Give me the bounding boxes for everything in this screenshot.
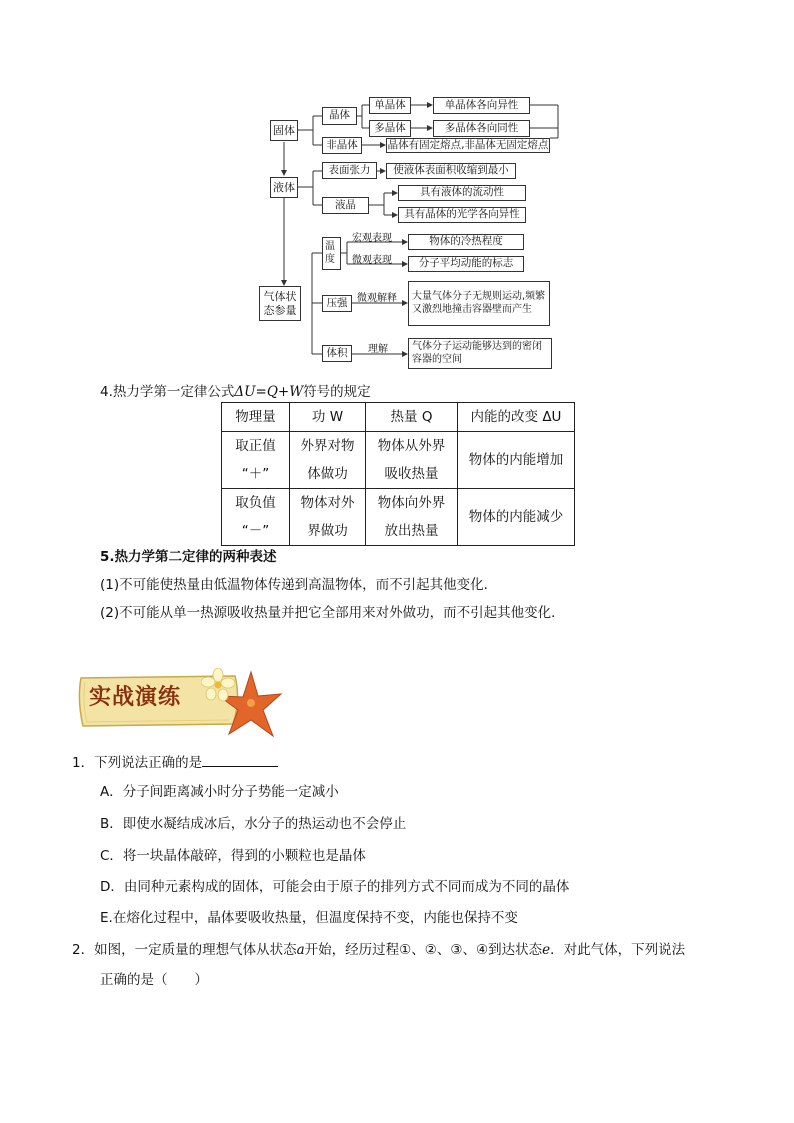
table-cell xyxy=(222,489,290,546)
table-cell xyxy=(366,489,458,546)
cell-line: 物体对外 xyxy=(300,495,355,511)
node-macro-value: 物体的冷热程度 xyxy=(408,234,524,250)
node-volume-explain: 气体分子运动能够达到的密闭容器的空间 xyxy=(408,338,552,369)
node-volume: 体积 xyxy=(322,345,352,362)
node-single-crystal: 单晶体 xyxy=(369,97,411,114)
q1-stem: 1．下列说法正确的是 xyxy=(72,755,203,771)
label-micro-explain: 微观解释 xyxy=(357,293,397,304)
practice-banner xyxy=(73,664,288,746)
state-a: a xyxy=(296,942,305,958)
cell-line: 吸收热量 xyxy=(384,466,439,482)
node-melting-point-note: 晶体有固定熔点,非晶体无固定熔点 xyxy=(386,138,550,153)
cell-line: 取负值 xyxy=(235,495,276,511)
q1-stem-line xyxy=(72,751,278,771)
section5-item2: (2)不可能从单一热源吸收热量并把它全部用来对外做功，而不引起其他变化． xyxy=(100,605,565,621)
q2-part1: 2．如图，一定质量的理想气体从状态 xyxy=(72,942,297,958)
node-surface-tension: 表面张力 xyxy=(322,162,377,179)
q1-option-d: D．由同种元素构成的固体，可能会由于原子的排列方式不同而成为不同的晶体 xyxy=(100,879,570,895)
node-temperature: 温度 xyxy=(322,237,341,270)
node-crystal: 晶体 xyxy=(322,107,357,125)
node-liquid: 液体 xyxy=(270,177,298,198)
node-solid: 固体 xyxy=(270,120,298,141)
table-header-row xyxy=(222,403,575,432)
cell-line: 外界对物 xyxy=(300,438,355,454)
table-row xyxy=(222,489,575,546)
label-macro: 宏观表现 xyxy=(352,233,392,244)
state-e: e xyxy=(542,942,551,958)
answer-blank[interactable] xyxy=(202,752,278,767)
section4-text-a: 热力学第一定律公式 xyxy=(112,384,235,400)
section4-text-b: 符号的规定 xyxy=(303,384,371,400)
cell-line: 界做功 xyxy=(307,523,348,539)
node-surface-tension-effect: 使液体表面积收缩到最小 xyxy=(386,163,516,179)
node-poly-crystal: 多晶体 xyxy=(369,120,411,137)
q1-option-e: E.在熔化过程中，晶体要吸收热量，但温度保持不变，内能也保持不变 xyxy=(100,910,518,926)
header-heat: 热量 Q xyxy=(366,403,458,432)
node-liquid-crystal: 液晶 xyxy=(322,197,369,214)
flower-icon xyxy=(201,668,235,702)
table-cell xyxy=(290,489,366,546)
table-cell xyxy=(290,432,366,489)
q2-part3: ．对此气体，下列说法 xyxy=(550,942,686,958)
cell-line: 物体向外界 xyxy=(377,495,446,511)
table-cell: 物体的内能减少 xyxy=(458,489,575,546)
node-lc-prop-1: 具有液体的流动性 xyxy=(398,185,526,201)
label-understand: 理解 xyxy=(368,344,388,355)
section4-heading xyxy=(100,380,371,400)
header-quantity: 物理量 xyxy=(222,403,290,432)
banner-title: 实战演练 xyxy=(89,684,182,710)
q1-option-c: C．将一块晶体敲碎，得到的小颗粒也是晶体 xyxy=(100,848,366,864)
concept-map xyxy=(0,0,794,370)
header-work: 功 W xyxy=(290,403,366,432)
node-poly-crystal-prop: 多晶体各向同性 xyxy=(433,120,530,137)
section4-number: 4. xyxy=(100,384,113,400)
cell-line: 体做功 xyxy=(307,466,348,482)
node-gas-params: 气体状态参量 xyxy=(259,286,301,321)
q1-option-a: A．分子间距离减小时分子势能一定减小 xyxy=(100,784,339,800)
concept-map-connectors xyxy=(0,0,794,370)
node-micro-value: 分子平均动能的标志 xyxy=(408,256,524,272)
node-pressure-explain: 大量气体分子无规则运动,频繁又激烈地撞击容器壁而产生 xyxy=(408,281,550,326)
header-internal-energy: 内能的改变 ΔU xyxy=(458,403,575,432)
section5-title: 5.热力学第二定律的两种表述 xyxy=(100,549,277,565)
node-lc-prop-2: 具有晶体的光学各向异性 xyxy=(398,207,526,223)
q1-option-b: B．即使水凝结成冰后，水分子的热运动也不会停止 xyxy=(100,816,407,832)
q2-stem-line1 xyxy=(72,938,685,958)
sign-convention-table xyxy=(221,402,575,546)
table-cell xyxy=(222,432,290,489)
cell-line: “＋” xyxy=(241,466,270,482)
cell-line: 放出热量 xyxy=(384,523,439,539)
table-cell: 物体的内能增加 xyxy=(458,432,575,489)
node-amorphous: 非晶体 xyxy=(322,137,362,154)
cell-line: “－” xyxy=(241,523,270,539)
q2-stem-line2: 正确的是（ ） xyxy=(100,972,208,988)
cell-line: 物体从外界 xyxy=(377,438,446,454)
q2-part2: 开始，经历过程①、②、③、④到达状态 xyxy=(304,942,543,958)
first-law-formula: ΔU=Q+W xyxy=(234,384,304,400)
section5-item1: (1)不可能使热量由低温物体传递到高温物体，而不引起其他变化． xyxy=(100,577,498,593)
table-row xyxy=(222,432,575,489)
table-cell xyxy=(366,432,458,489)
node-single-crystal-prop: 单晶体各向异性 xyxy=(433,97,530,114)
cell-line: 取正值 xyxy=(235,438,276,454)
node-pressure: 压强 xyxy=(322,295,352,312)
label-micro: 微观表现 xyxy=(352,255,392,266)
